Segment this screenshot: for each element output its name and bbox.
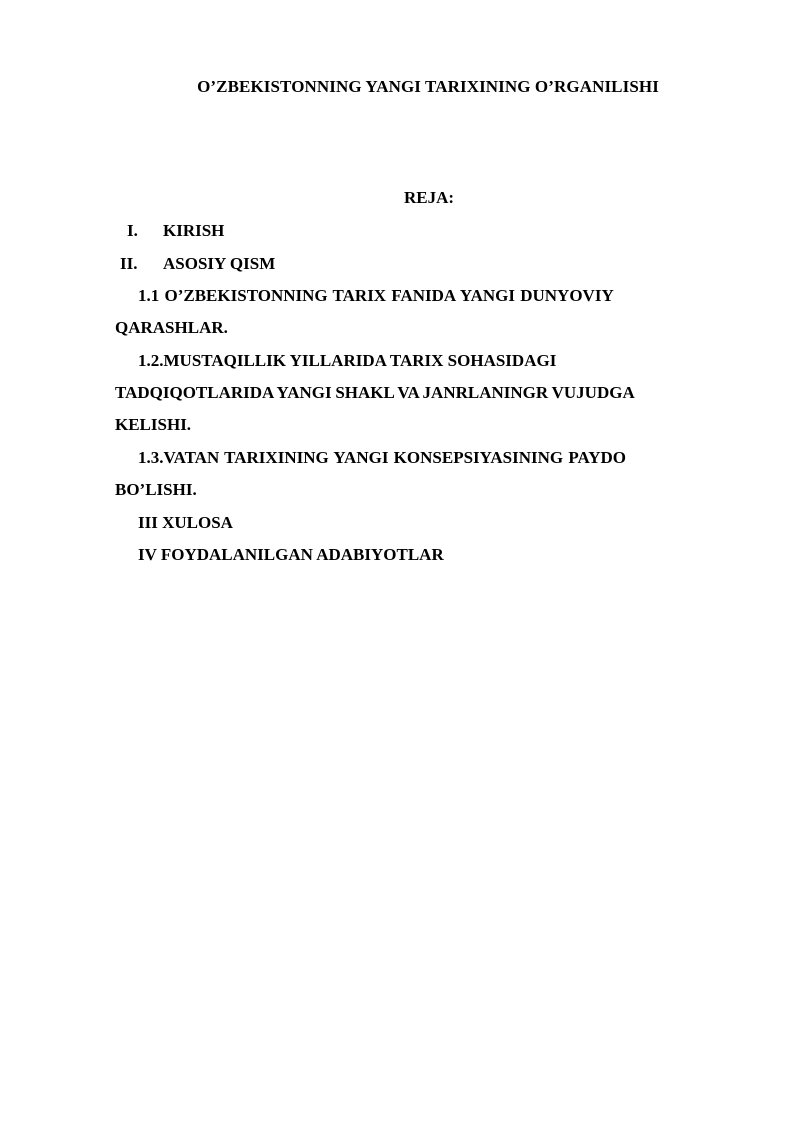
item-number-ii: II. — [120, 254, 138, 273]
section-1-1-line-1: 1.1 O’ZBEKISTONNING TARIX FANIDA YANGI DUNYOVIY — [138, 286, 614, 305]
item-asosiy-qism: ASOSIY QISM — [163, 254, 276, 273]
item-adabiyotlar: IV FOYDALANILGAN ADABIYOTLAR — [138, 545, 444, 564]
section-1-2-line-3: KELISHI. — [115, 415, 192, 434]
section-1-1-line-2: QARASHLAR. — [115, 318, 228, 337]
plan-heading: REJA: — [403, 188, 455, 207]
section-1-2-line-2: TADQIQOTLARIDA YANGI SHAKL VA JANRLANINGR VUJUDGA — [115, 383, 635, 402]
section-1-2-line-1: 1.2.MUSTAQILLIK YILLARIDA TARIX SOHASIDAGI — [138, 351, 557, 370]
item-number-i: I. — [127, 221, 138, 240]
section-1-3-line-2: BO’LISHI. — [115, 480, 197, 499]
section-1-3-line-1: 1.3.VATAN TARIXINING YANGI KONSEPSIYASINING PAYDO — [138, 448, 626, 467]
item-xulosa: III XULOSA — [138, 513, 233, 532]
item-kirish: KIRISH — [163, 221, 225, 240]
document-title: O’ZBEKISTONNING YANGI TARIXINING O’RGANILISHI — [197, 77, 659, 96]
